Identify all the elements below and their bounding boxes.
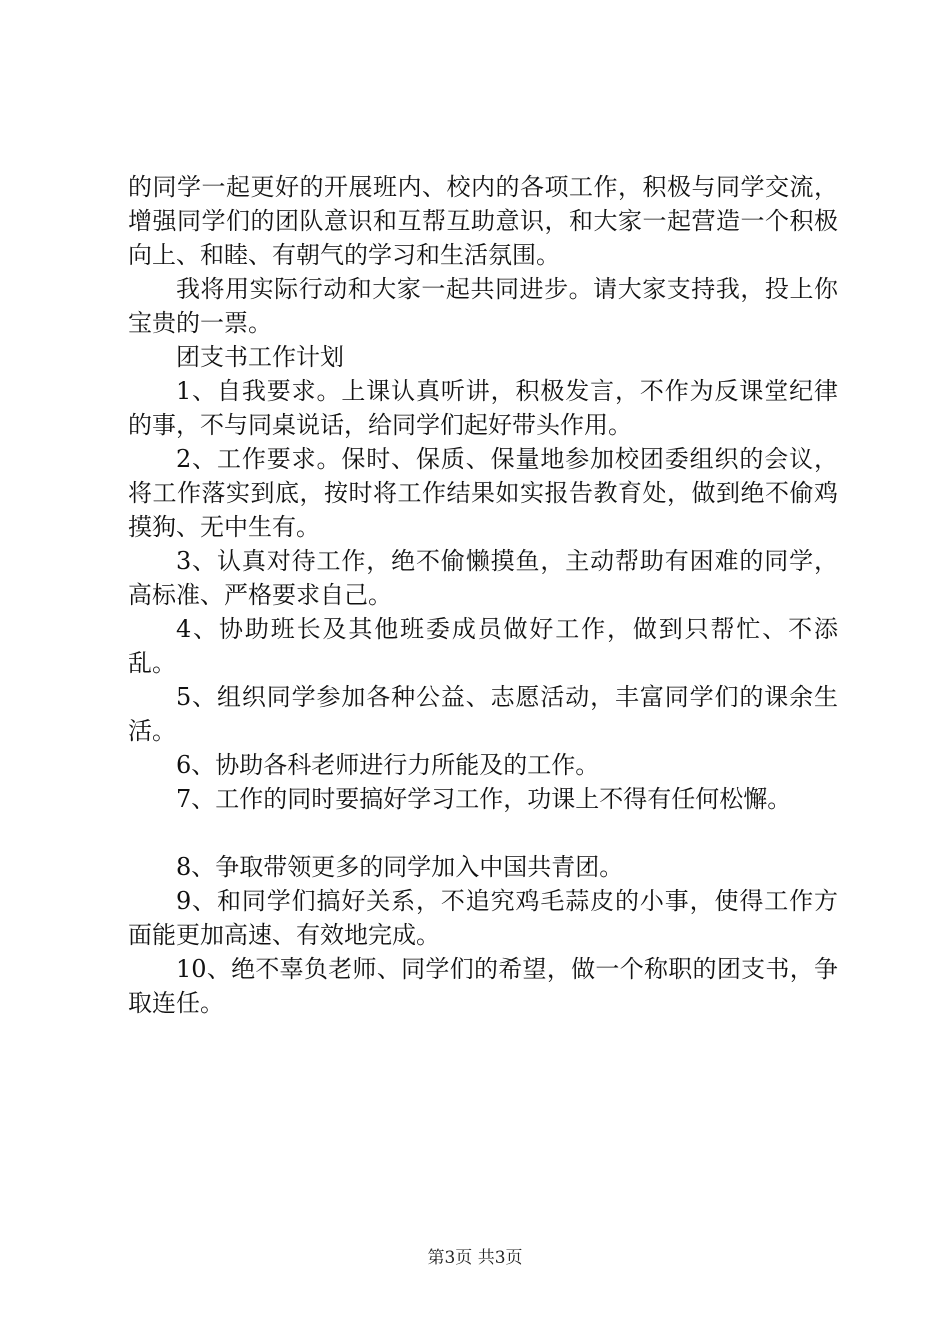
plan-item-9: 9、和同学们搞好关系，不追究鸡毛蒜皮的小事，使得工作方面能更加高速、有效地完成。 (128, 887, 838, 949)
paragraph-closing-appeal: 我将用实际行动和大家一起共同进步。请大家支持我，投上你宝贵的一票。 (128, 275, 838, 337)
plan-item-7: 7、工作的同时要搞好学习工作，功课上不得有任何松懈。 (176, 785, 792, 813)
plan-item-3: 3、认真对待工作，绝不偷懒摸鱼，主动帮助有困难的同学，高标准、严格要求自己。 (128, 547, 838, 609)
page-footer: 第3页 共3页 (427, 1248, 523, 1268)
plan-item-2: 2、工作要求。保时、保质、保量地参加校团委组织的会议，将工作落实到底，按时将工作结果如实报告教育处，做到绝不偷鸡摸狗、无中生有。 (128, 445, 838, 541)
plan-item-10: 10、绝不辜负老师、同学们的希望，做一个称职的团支书，争取连任。 (128, 955, 838, 1017)
section-heading: 团支书工作计划 (176, 343, 344, 371)
document-body (128, 170, 838, 1020)
plan-item-5: 5、组织同学参加各种公益、志愿活动，丰富同学们的课余生活。 (128, 683, 838, 745)
plan-item-6: 6、协助各科老师进行力所能及的工作。 (176, 751, 600, 779)
plan-item-1: 1、自我要求。上课认真听讲，积极发言，不作为反课堂纪律的事，不与同桌说话，给同学们起好带头作用。 (128, 377, 838, 439)
paragraph-continuation: 的同学一起更好的开展班内、校内的各项工作，积极与同学交流，增强同学们的团队意识和互帮互助意识，和大家一起营造一个积极向上、和睦、有朝气的学习和生活氛围。 (128, 173, 838, 269)
plan-item-8: 8、争取带领更多的同学加入中国共青团。 (176, 853, 624, 881)
plan-item-4: 4、协助班长及其他班委成员做好工作，做到只帮忙、不添乱。 (128, 615, 838, 677)
